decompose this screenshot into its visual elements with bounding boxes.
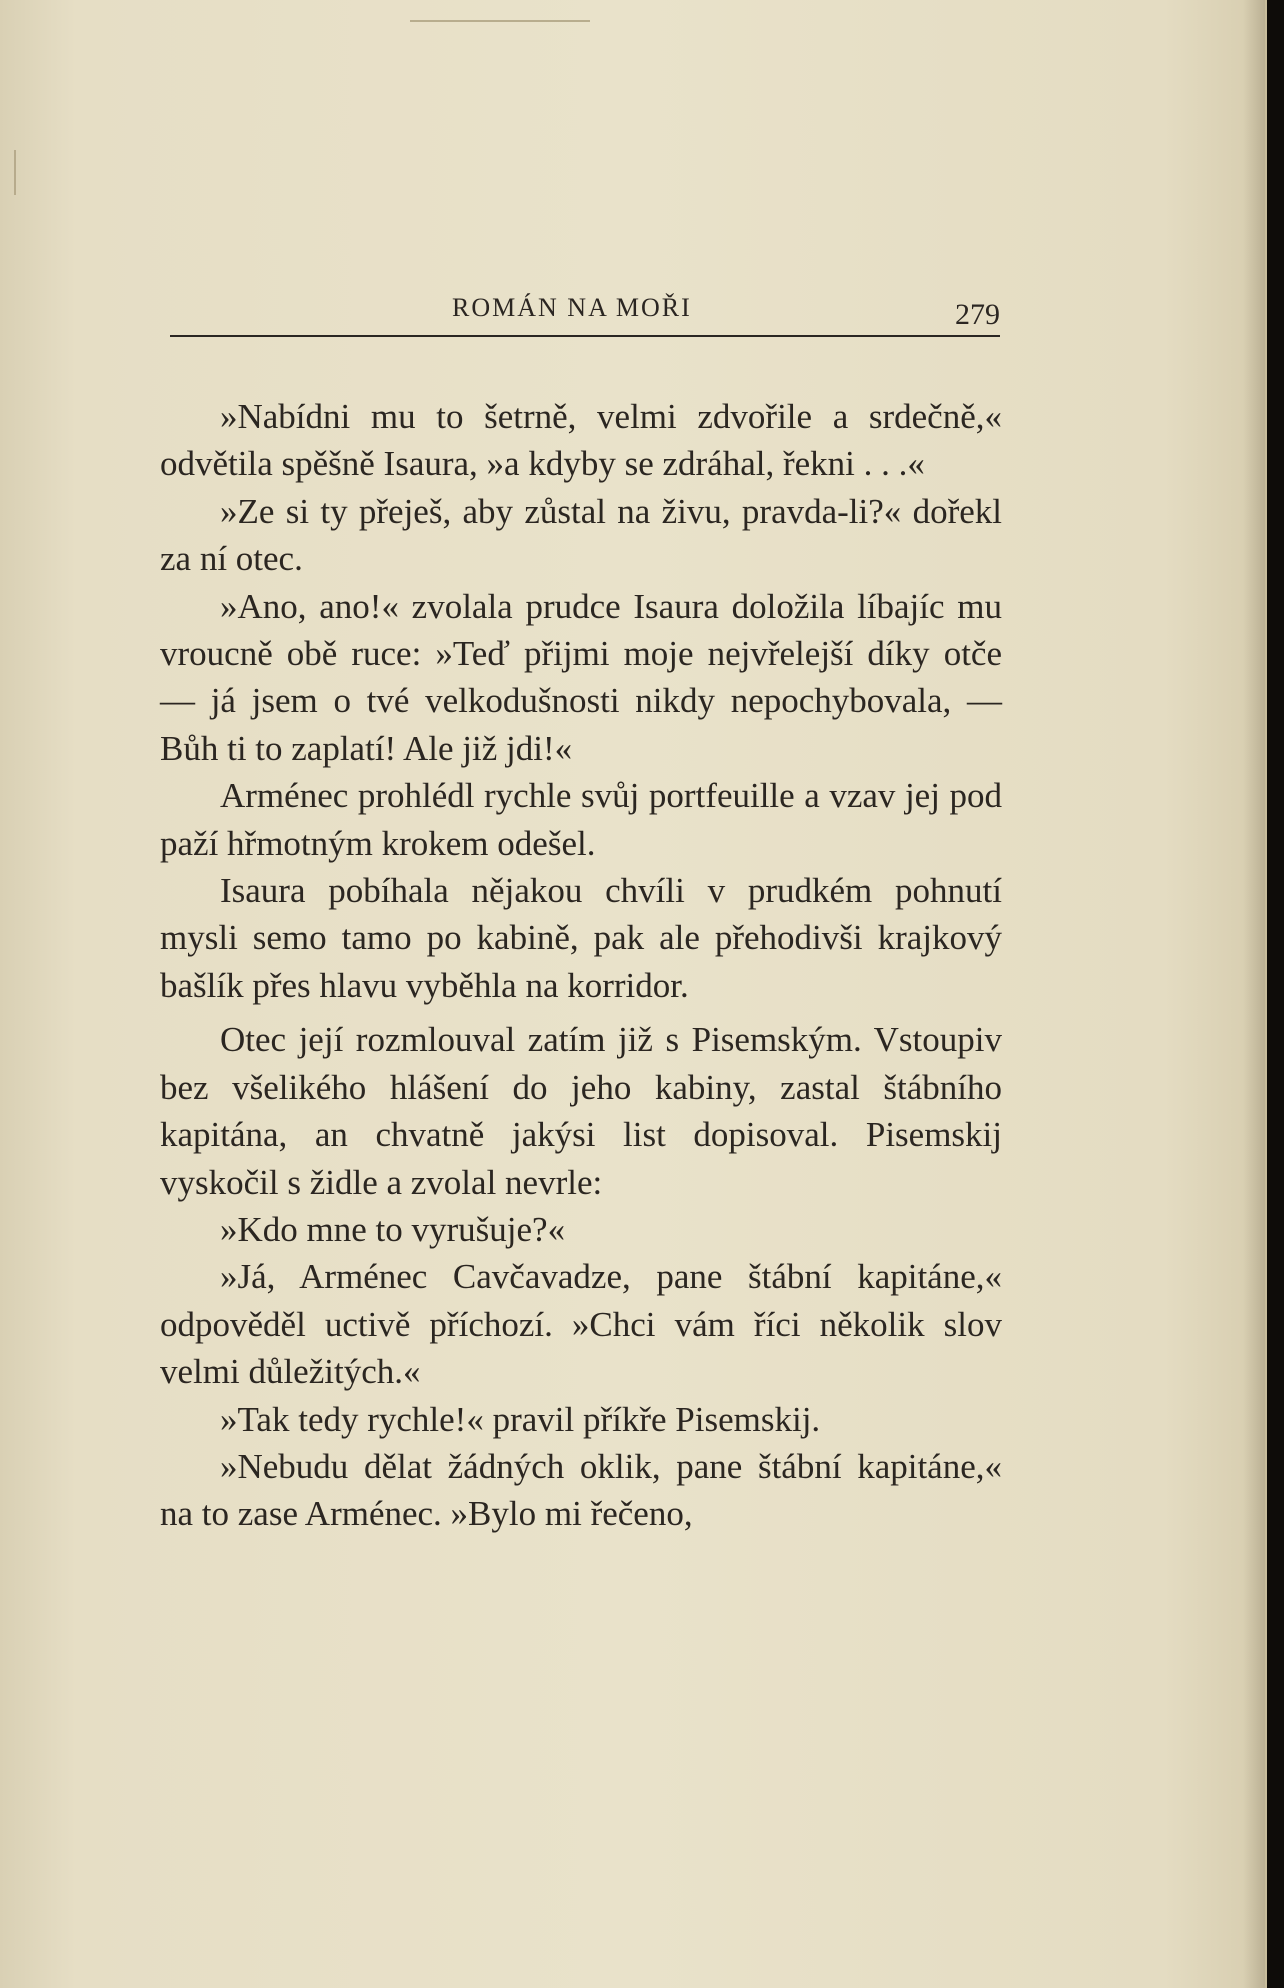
running-title: ROMÁN NA MOŘI (452, 293, 692, 322)
page-number: 279 (955, 298, 1000, 331)
paragraph: »Ze si ty přeješ, aby zůstal na živu, pravda-li?« dořekl za ní otec. (160, 491, 1002, 579)
paragraph: »Já, Arménec Cavčavadze, pane štábní kapitáne,« odpověděl uctivě příchozí. »Chci vám říci několik slov velmi důležitých.« (160, 1257, 1002, 1392)
paragraph: »Kdo mne to vyrušuje?« (220, 1209, 566, 1249)
scan-artifact-line (410, 20, 590, 22)
paragraph: »Nebudu dělat žádných oklik, pane štábní kapitáne,« na to zase Arménec. »Bylo mi řečeno, (160, 1446, 1002, 1534)
paragraph: »Nabídni mu to šetrně, velmi zdvořile a srdečně,« odvětila spěšně Isaura, »a kdyby se zdráhal, řekni . . .« (160, 397, 1002, 484)
paragraph: »Ano, ano!« zvolala prudce Isaura doložila líbajíc mu vroucně obě ruce: »Teď přijmi moje nejvřelejší díky otče — já jsem o tvé velkodušnosti nikdy nepochybovala, — Bůh ti to zaplatí! Ale již jdi!« (160, 586, 1002, 768)
body-text (160, 393, 1002, 1538)
page-edge-shadow (1243, 0, 1265, 1988)
paragraph: »Tak tedy rychle!« pravil příkře Pisemskij. (220, 1399, 821, 1439)
paragraph: Arménec prohlédl rychle svůj portfeuille a vzav jej pod paží hřmotným krokem odešel. (160, 776, 1002, 863)
page-header (170, 290, 1000, 337)
paragraph: Otec její rozmlouval zatím již s Pisemským. Vstoupiv bez všelikého hlášení do jeho kabiny, zastal štábního kapitána, an chvatně jakýsi list dopisoval. Pisemskij vyskočil s židle a zvolal nevrle: (160, 1020, 1002, 1202)
scan-artifact-mark (14, 150, 16, 195)
paragraph: Isaura pobíhala nějakou chvíli v prudkém pohnutí mysli semo tamo po kabině, pak ale přehodivši krajkový bašlík přes hlavu vyběhla na korridor. (160, 871, 1002, 1005)
